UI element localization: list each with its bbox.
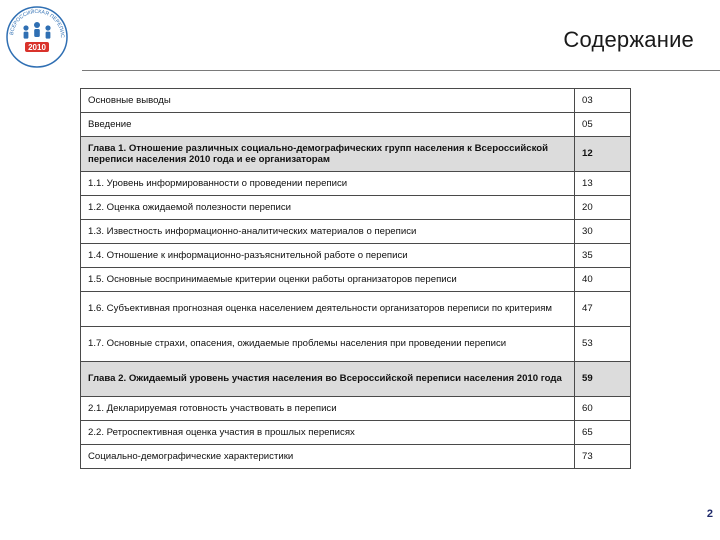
toc-entry-page: 40 <box>575 268 631 292</box>
toc-entry-title: 1.7. Основные страхи, опасения, ожидаемые проблемы населения при проведении переписи <box>81 327 575 362</box>
toc-row <box>81 292 631 327</box>
toc-entry-title: 1.4. Отношение к информационно-разъяснительной работе о переписи <box>81 244 575 268</box>
toc-entry-page: 20 <box>575 196 631 220</box>
toc-entry-title: 2.1. Декларируемая готовность участвовать в переписи <box>81 397 575 421</box>
toc-entry-page: 73 <box>575 445 631 469</box>
toc-entry-title: Основные выводы <box>81 89 575 113</box>
toc-entry-title: 1.2. Оценка ожидаемой полезности переписи <box>81 196 575 220</box>
toc-entry-page: 53 <box>575 327 631 362</box>
census-2010-logo <box>4 4 70 70</box>
toc-entry-page: 13 <box>575 172 631 196</box>
toc-entry-title: Введение <box>81 113 575 137</box>
toc-entry-page: 30 <box>575 220 631 244</box>
toc-entry-page: 60 <box>575 397 631 421</box>
toc-entry-title: 1.6. Субъективная прогнозная оценка населением деятельности организаторов переписи по критериям <box>81 292 575 327</box>
toc-row <box>81 327 631 362</box>
toc-entry-page: 35 <box>575 244 631 268</box>
toc-entry-title: Социально-демографические характеристики <box>81 445 575 469</box>
toc-entry-page: 59 <box>575 362 631 397</box>
title-divider <box>82 70 720 71</box>
toc-chapter-row <box>81 137 631 172</box>
page-title: Содержание <box>563 27 694 52</box>
toc-entry-title: 1.5. Основные воспринимаемые критерии оценки работы организаторов переписи <box>81 268 575 292</box>
toc-entry-page: 12 <box>575 137 631 172</box>
toc-entry-title: 2.2. Ретроспективная оценка участия в прошлых переписях <box>81 421 575 445</box>
table-of-contents <box>80 88 631 469</box>
page-number: 2 <box>706 508 713 520</box>
toc-row <box>81 220 631 244</box>
logo-ring-text: ВСЕРОССИЙСКАЯ ПЕРЕПИС <box>9 8 66 38</box>
toc-row <box>81 268 631 292</box>
census-logo-icon <box>4 4 70 70</box>
toc-entry-title: 1.1. Уровень информированности о проведении переписи <box>81 172 575 196</box>
toc-body <box>81 89 631 469</box>
toc-chapter-row <box>81 362 631 397</box>
toc-row <box>81 196 631 220</box>
toc-entry-title: Глава 1. Отношение различных социально-демографических групп населения к Всероссийской переписи населения 2010 года и ее организаторам <box>81 137 575 172</box>
toc-entry-page: 47 <box>575 292 631 327</box>
toc-row <box>81 244 631 268</box>
toc-row <box>81 89 631 113</box>
toc-row <box>81 421 631 445</box>
toc-entry-page: 05 <box>575 113 631 137</box>
toc-row <box>81 397 631 421</box>
toc-entry-title: 1.3. Известность информационно-аналитических материалов о переписи <box>81 220 575 244</box>
toc-entry-page: 65 <box>575 421 631 445</box>
toc-entry-title: Глава 2. Ожидаемый уровень участия населения во Всероссийской переписи населения 2010 года <box>81 362 575 397</box>
toc-entry-page: 03 <box>575 89 631 113</box>
logo-year: 2010 <box>28 43 46 52</box>
toc-row <box>81 445 631 469</box>
toc-row <box>81 113 631 137</box>
toc-row <box>81 172 631 196</box>
